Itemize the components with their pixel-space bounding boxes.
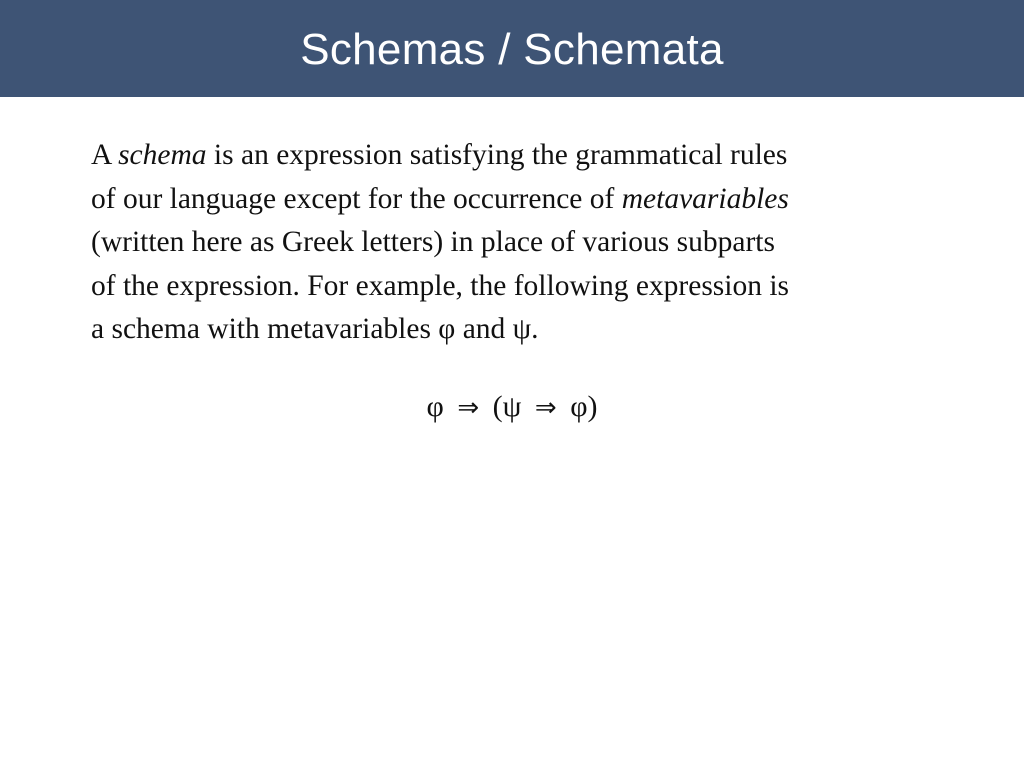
formula-phi: φ — [426, 390, 444, 423]
line1-rest: is an expression satisfying the grammatical rules — [206, 139, 788, 171]
formula-open-paren: ( — [492, 390, 503, 423]
paragraph-line-2 — [91, 178, 951, 222]
paragraph-line-4: of the expression. For example, the following expression is — [91, 269, 790, 302]
implies-arrow-icon: ⇒ — [457, 393, 480, 423]
term-metavariables: metavariables — [621, 182, 789, 215]
paragraph-line-1 — [91, 134, 951, 178]
example-formula — [0, 390, 1024, 424]
formula-close-paren: ) — [587, 390, 598, 423]
formula-phi: φ — [570, 390, 588, 423]
slide-title: Schemas / Schemata — [300, 24, 724, 74]
formula-psi: ψ — [502, 390, 522, 423]
line1-start: A — [91, 139, 119, 171]
term-schema: schema — [118, 139, 207, 171]
line2-start: of our language except for the occurrence of — [91, 182, 622, 215]
body-paragraph — [91, 134, 951, 352]
paragraph-line-5: a schema with metavariables φ and ψ. — [91, 313, 539, 345]
paragraph-line-3: (written here as Greek letters) in place of various subparts — [91, 226, 775, 258]
implies-arrow-icon: ⇒ — [534, 393, 557, 423]
title-bar — [0, 0, 1024, 97]
